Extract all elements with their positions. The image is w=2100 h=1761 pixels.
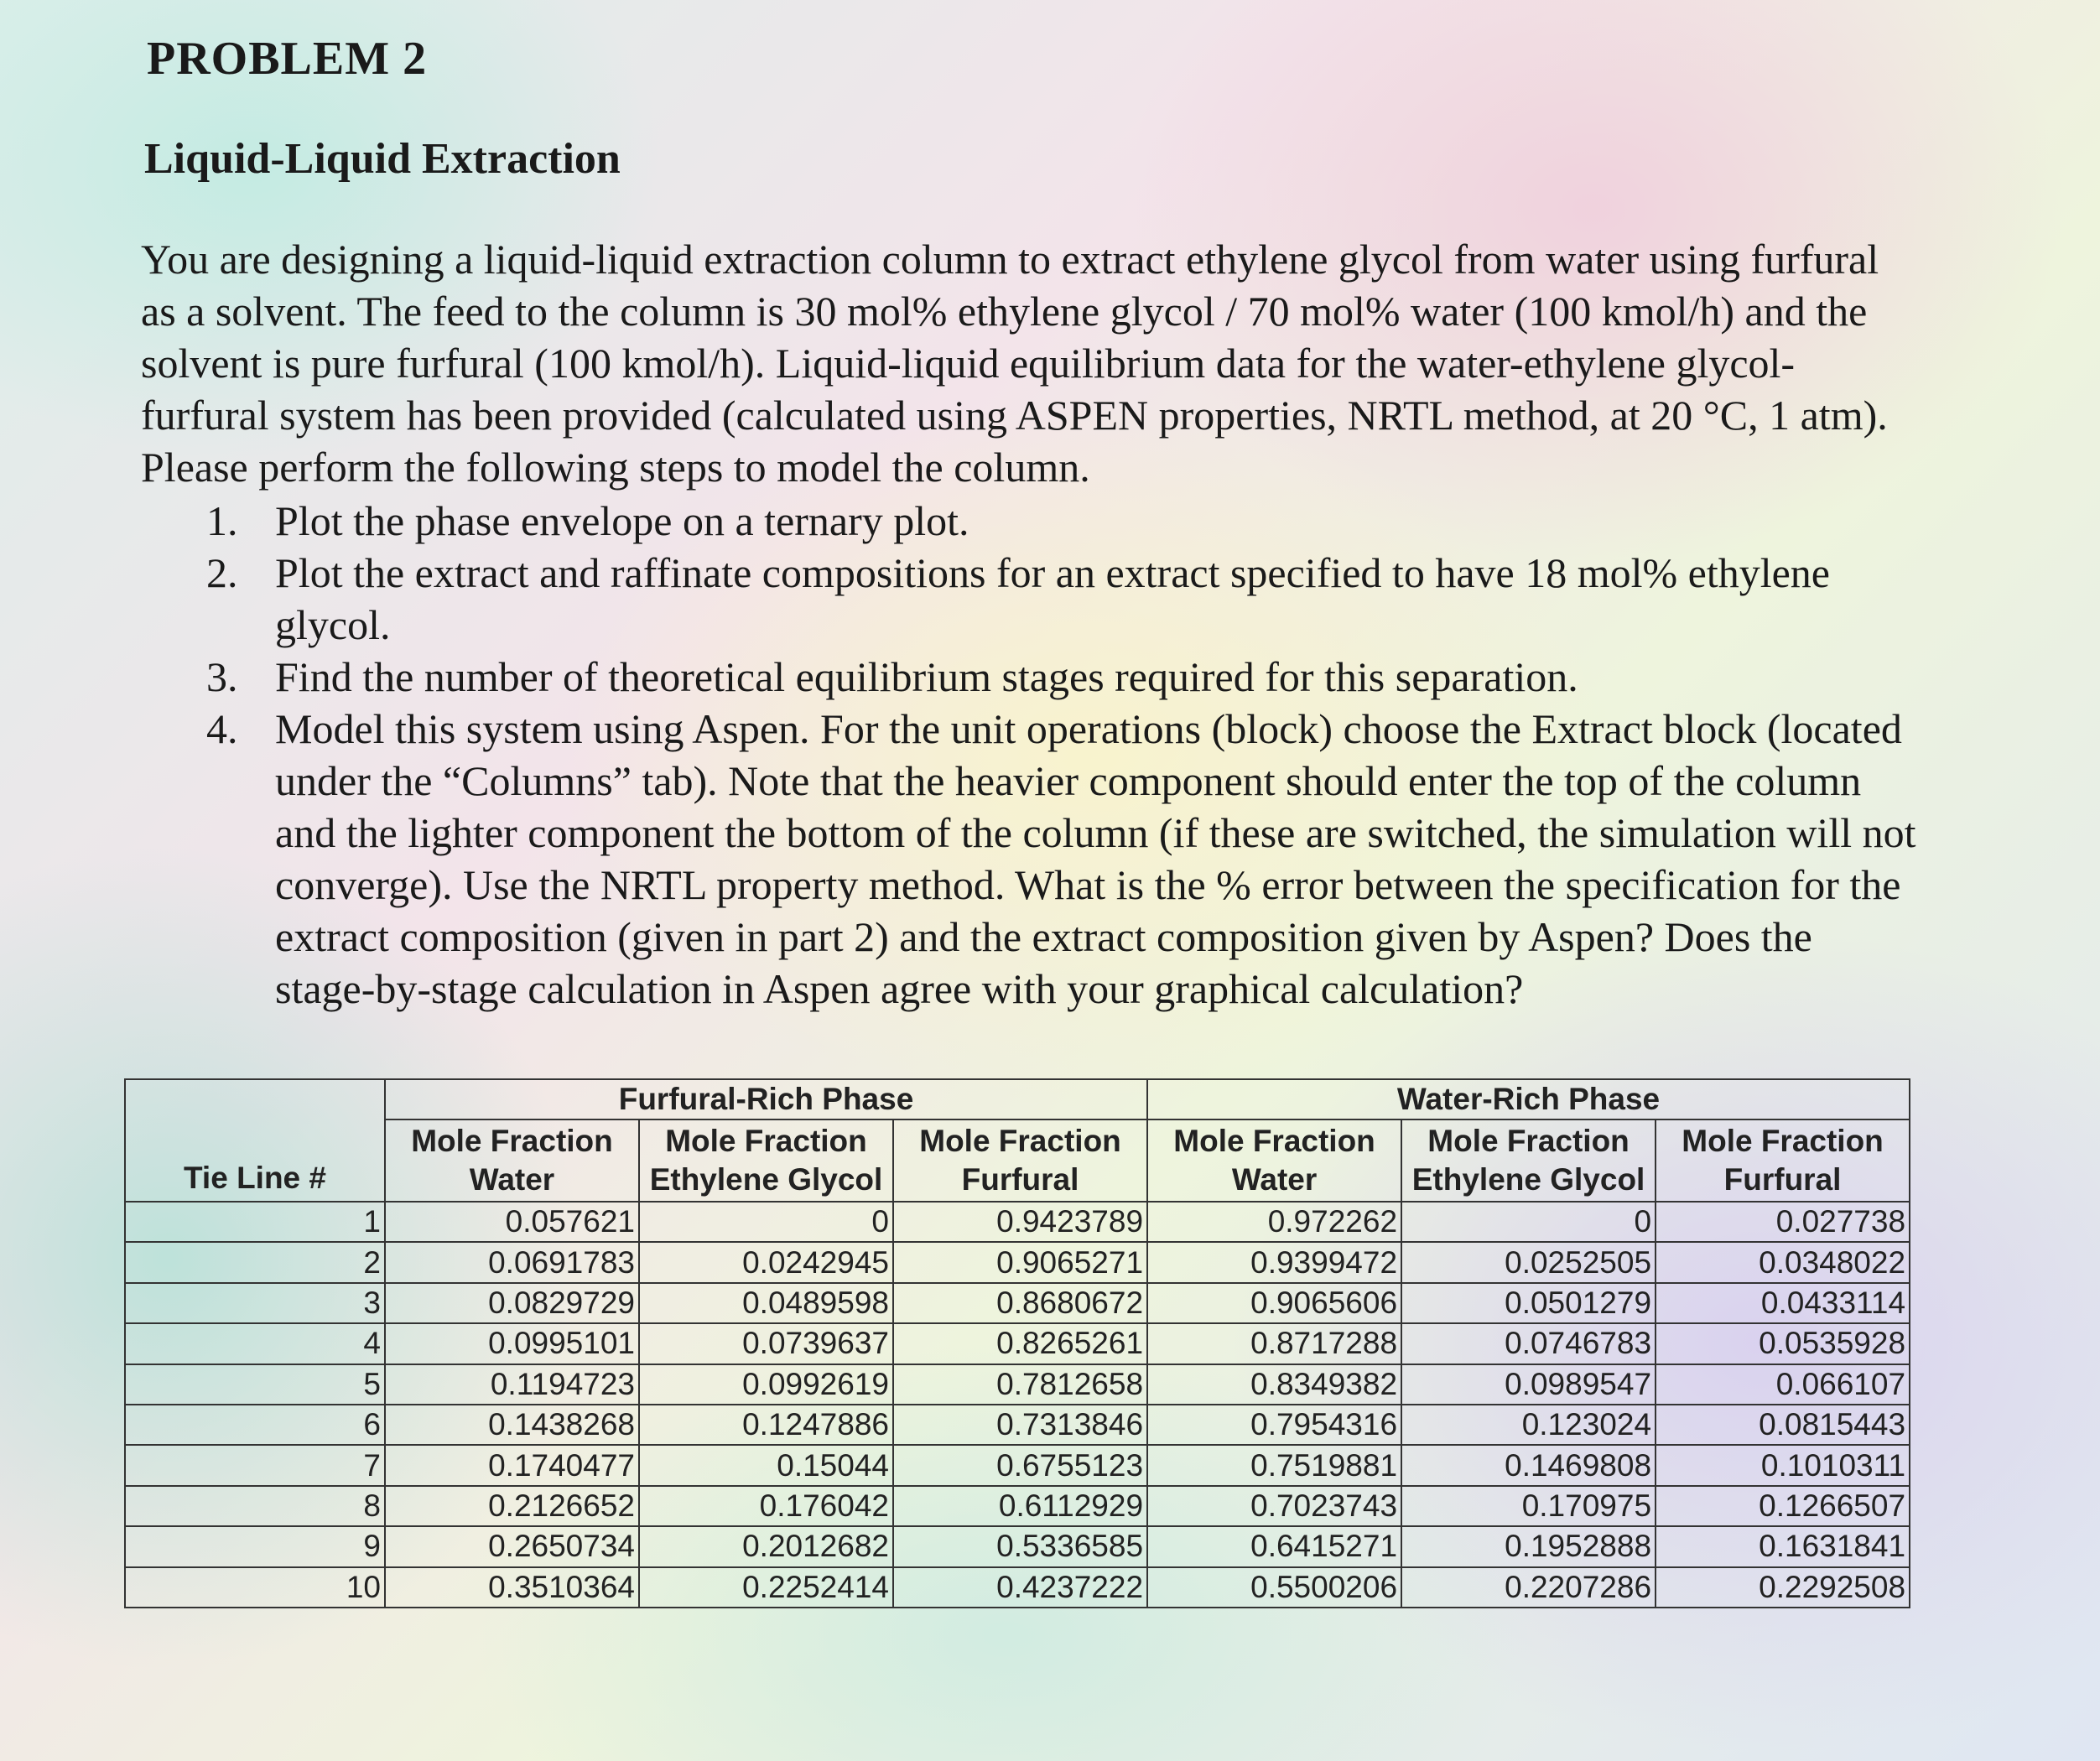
tie-line-number: 9 xyxy=(125,1526,385,1566)
table-cell: 0.1010311 xyxy=(1656,1445,1910,1485)
table-cell: 0.0348022 xyxy=(1656,1242,1910,1282)
table-cell: 0.4237222 xyxy=(893,1567,1147,1608)
table-cell: 0.0815443 xyxy=(1656,1405,1910,1445)
step-item xyxy=(141,495,1919,547)
column-header: Mole Fraction Ethylene Glycol xyxy=(1401,1119,1656,1202)
table-cell: 0.0433114 xyxy=(1656,1283,1910,1323)
table-cell: 0.123024 xyxy=(1401,1405,1656,1445)
table-cell: 0.9065271 xyxy=(893,1242,1147,1282)
problem-description: You are designing a liquid-liquid extraction column to extract ethylene glycol from water using furfural as a solvent. The feed to the column is 30 mol% ethylene glycol / 70 mol% water (100 kmol/h) and the solvent is pure furfural (100 kmol/h). Liquid-liquid equilibrium data for the water-ethylene glycol-furfural system has been provided (calculated using ASPEN properties, NRTL method, at 20 °C, 1 atm). Please perform the following steps to model the column. xyxy=(141,236,1888,491)
step-text: Plot the phase envelope on a ternary plot. xyxy=(275,497,969,544)
lle-data-table xyxy=(124,1078,1910,1608)
step-list xyxy=(141,495,1919,1015)
table-cell: 0.1740477 xyxy=(385,1445,639,1485)
table-cell: 0.5336585 xyxy=(893,1526,1147,1566)
table-row xyxy=(125,1323,1910,1364)
table-cell: 0.0691783 xyxy=(385,1242,639,1282)
table-cell: 0.0989547 xyxy=(1401,1364,1656,1405)
table-cell: 0.6755123 xyxy=(893,1445,1147,1485)
tie-line-number: 8 xyxy=(125,1486,385,1526)
tie-line-number: 2 xyxy=(125,1242,385,1282)
table-cell: 0.1266507 xyxy=(1656,1486,1910,1526)
table-cell: 0.1247886 xyxy=(639,1405,893,1445)
table-row xyxy=(125,1405,1910,1445)
table-cell: 0.8265261 xyxy=(893,1323,1147,1364)
problem-title: PROBLEM 2 xyxy=(147,33,428,85)
step-item xyxy=(141,651,1919,703)
table-row xyxy=(125,1202,1910,1242)
table-cell: 0.15044 xyxy=(639,1445,893,1485)
table-cell: 0.027738 xyxy=(1656,1202,1910,1242)
table-cell: 0.1194723 xyxy=(385,1364,639,1405)
tie-line-header: Tie Line # xyxy=(125,1079,385,1202)
table-row xyxy=(125,1567,1910,1608)
table-cell: 0 xyxy=(1401,1202,1656,1242)
table-cell: 0.0501279 xyxy=(1401,1283,1656,1323)
water-rich-phase-header: Water-Rich Phase xyxy=(1147,1079,1910,1119)
table-cell: 0.0739637 xyxy=(639,1323,893,1364)
column-header: Mole Fraction Water xyxy=(385,1119,639,1202)
section-title: Liquid-Liquid Extraction xyxy=(144,135,621,183)
table-cell: 0.0535928 xyxy=(1656,1323,1910,1364)
step-number: 1. xyxy=(206,497,238,544)
table-cell: 0.0992619 xyxy=(639,1364,893,1405)
table-body xyxy=(125,1202,1910,1608)
furfural-rich-phase-header: Furfural-Rich Phase xyxy=(385,1079,1147,1119)
step-item xyxy=(141,703,1919,1015)
table-cell: 0.057621 xyxy=(385,1202,639,1242)
table-cell: 0.6112929 xyxy=(893,1486,1147,1526)
table-cell: 0.7812658 xyxy=(893,1364,1147,1405)
table-cell: 0.9423789 xyxy=(893,1202,1147,1242)
table-cell: 0.9065606 xyxy=(1147,1283,1401,1323)
table-cell: 0.8349382 xyxy=(1147,1364,1401,1405)
tie-line-number: 6 xyxy=(125,1405,385,1445)
table-row xyxy=(125,1526,1910,1566)
table-cell: 0.1469808 xyxy=(1401,1445,1656,1485)
step-item xyxy=(141,547,1919,651)
step-number: 4. xyxy=(206,705,238,752)
tie-line-number: 3 xyxy=(125,1283,385,1323)
tie-line-number: 7 xyxy=(125,1445,385,1485)
table-cell: 0 xyxy=(639,1202,893,1242)
table-cell: 0.2207286 xyxy=(1401,1567,1656,1608)
step-text: Model this system using Aspen. For the unit operations (block) choose the Extract block (located under the “Columns” tab). Note that the heavier component should enter the top of the column and the lighter component the bottom of the column (if these are switched, the simulation will not converge). Use the NRTL property method. What is the % error between the specification for the extract composition (given in part 2) and the extract composition given by Aspen? Does the stage-by-stage calculation in Aspen agree with your graphical calculation? xyxy=(275,705,1916,1012)
table-cell: 0.2012682 xyxy=(639,1526,893,1566)
tie-line-number: 4 xyxy=(125,1323,385,1364)
table-cell: 0.0252505 xyxy=(1401,1242,1656,1282)
table-cell: 0.7954316 xyxy=(1147,1405,1401,1445)
table-row xyxy=(125,1283,1910,1323)
table-cell: 0.1438268 xyxy=(385,1405,639,1445)
step-text: Plot the extract and raffinate compositions for an extract specified to have 18 mol% ethylene glycol. xyxy=(275,549,1831,648)
phase-header-row xyxy=(125,1079,1910,1119)
table-cell: 0.8680672 xyxy=(893,1283,1147,1323)
column-header: Mole Fraction Ethylene Glycol xyxy=(639,1119,893,1202)
column-header-row xyxy=(125,1119,1910,1202)
table-cell: 0.0489598 xyxy=(639,1283,893,1323)
table-cell: 0.2126652 xyxy=(385,1486,639,1526)
table-cell: 0.2650734 xyxy=(385,1526,639,1566)
table-cell: 0.2252414 xyxy=(639,1567,893,1608)
column-header: Mole Fraction Furfural xyxy=(893,1119,1147,1202)
table-cell: 0.7519881 xyxy=(1147,1445,1401,1485)
table-cell: 0.9399472 xyxy=(1147,1242,1401,1282)
table-cell: 0.972262 xyxy=(1147,1202,1401,1242)
table-cell: 0.7023743 xyxy=(1147,1486,1401,1526)
table-cell: 0.8717288 xyxy=(1147,1323,1401,1364)
table-cell: 0.0829729 xyxy=(385,1283,639,1323)
step-number: 3. xyxy=(206,653,238,700)
table-row xyxy=(125,1445,1910,1485)
table-cell: 0.1952888 xyxy=(1401,1526,1656,1566)
table-cell: 0.2292508 xyxy=(1656,1567,1910,1608)
table-cell: 0.3510364 xyxy=(385,1567,639,1608)
table-cell: 0.0746783 xyxy=(1401,1323,1656,1364)
table-cell: 0.170975 xyxy=(1401,1486,1656,1526)
table-cell: 0.5500206 xyxy=(1147,1567,1401,1608)
table-cell: 0.066107 xyxy=(1656,1364,1910,1405)
table-cell: 0.6415271 xyxy=(1147,1526,1401,1566)
column-header: Mole Fraction Furfural xyxy=(1656,1119,1910,1202)
table-cell: 0.176042 xyxy=(639,1486,893,1526)
table-cell: 0.1631841 xyxy=(1656,1526,1910,1566)
step-number: 2. xyxy=(206,549,238,596)
table-cell: 0.0995101 xyxy=(385,1323,639,1364)
tie-line-number: 10 xyxy=(125,1567,385,1608)
table-cell: 0.0242945 xyxy=(639,1242,893,1282)
tie-line-number: 1 xyxy=(125,1202,385,1242)
table-row xyxy=(125,1486,1910,1526)
table-row xyxy=(125,1242,1910,1282)
table-row xyxy=(125,1364,1910,1405)
step-text: Find the number of theoretical equilibrium stages required for this separation. xyxy=(275,653,1578,700)
tie-line-number: 5 xyxy=(125,1364,385,1405)
column-header: Mole Fraction Water xyxy=(1147,1119,1401,1202)
table-cell: 0.7313846 xyxy=(893,1405,1147,1445)
